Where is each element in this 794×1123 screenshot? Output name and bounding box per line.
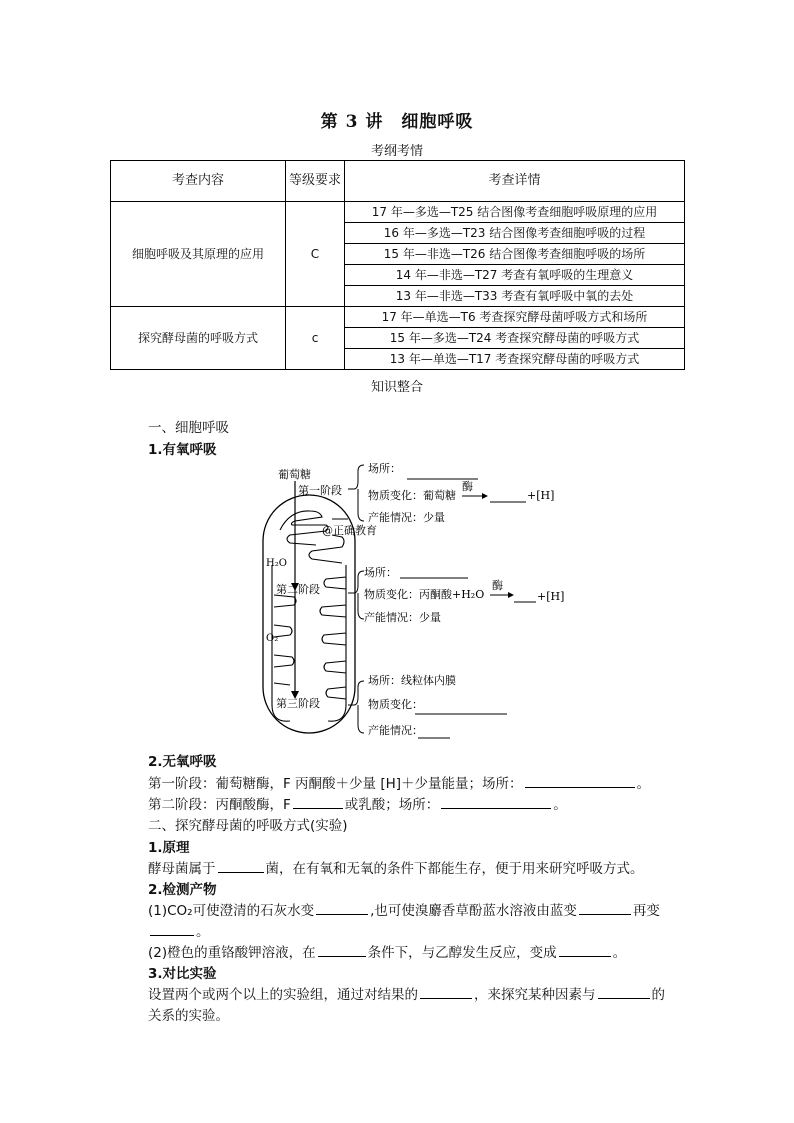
table-row: 16 年—多选—T23 结合图像考查细胞呼吸的过程 bbox=[345, 223, 685, 244]
sub-detect: 2.检测产物 bbox=[148, 882, 217, 898]
arrow-head bbox=[482, 493, 488, 499]
mitochondria-diagram bbox=[250, 455, 580, 755]
blank bbox=[420, 997, 472, 999]
s1-place: 场所： bbox=[368, 462, 401, 475]
detect-line-1: (1)CO₂可使澄清的石灰水变 ,也可使溴麝香草酚蓝水溶液由蓝变 再变 bbox=[148, 903, 660, 919]
inner-membrane-right bbox=[320, 565, 346, 721]
s1-enzyme: 酶 bbox=[462, 480, 473, 493]
detect-line-1b: 。 bbox=[148, 920, 210, 940]
compare-line-2: 关系的实验。 bbox=[148, 1008, 229, 1024]
table-row: 17 年—多选—T25 结合图像考查细胞呼吸原理的应用 bbox=[345, 202, 685, 223]
s1-change: 物质变化：葡萄糖 bbox=[368, 489, 456, 502]
s1-h: +[H] bbox=[527, 489, 555, 502]
s2-enzyme: 酶 bbox=[492, 579, 503, 592]
heading-yeast: 二、探究酵母菌的呼吸方式(实验) bbox=[148, 818, 348, 834]
sub-compare: 3.对比实验 bbox=[148, 966, 217, 982]
s3-change: 物质变化： bbox=[368, 698, 423, 711]
blank bbox=[318, 955, 366, 957]
blank bbox=[150, 934, 194, 936]
stage1-bracket bbox=[348, 465, 364, 521]
blank bbox=[293, 807, 343, 809]
sub-anaerobic: 2.无氧呼吸 bbox=[148, 754, 217, 770]
table-row: 15 年—非选—T26 结合图像考查细胞呼吸的场所 bbox=[345, 244, 685, 265]
sub-aerobic: 1.有氧呼吸 bbox=[148, 442, 217, 458]
table-row: 14 年—非选—T27 考查有氧呼吸的生理意义 bbox=[345, 265, 685, 286]
section-zhishi: 知识整合 bbox=[370, 380, 423, 395]
heading-cell-respiration: 一、细胞呼吸 bbox=[148, 420, 229, 436]
sub-principle: 1.原理 bbox=[148, 840, 190, 856]
watermark: @正确教育 bbox=[322, 524, 377, 537]
group2-content: 探究酵母菌的呼吸方式 bbox=[111, 307, 286, 370]
blank bbox=[598, 997, 650, 999]
table-row: 13 年—非选—T33 考查有氧呼吸中氧的去处 bbox=[345, 286, 685, 307]
section-kaogang: 考纲考情 bbox=[370, 144, 423, 159]
arrow-head bbox=[508, 592, 514, 598]
blank bbox=[316, 913, 368, 915]
table-row: 15 年—多选—T24 考查探究酵母菌的呼吸方式 bbox=[345, 328, 685, 349]
anaerobic-stage2: 第二阶段：丙酮酸酶，F 或乳酸；场所： 。 bbox=[148, 797, 567, 813]
compare-line: 设置两个或两个以上的实验组，通过对结果的 ，来探究某种因素与 的 bbox=[148, 987, 665, 1003]
blank bbox=[525, 786, 635, 788]
s2-energy: 产能情况：少量 bbox=[364, 611, 441, 624]
blank bbox=[579, 913, 631, 915]
stage3-label: 第三阶段 bbox=[276, 697, 320, 710]
detect-line-2: (2)橙色的重铬酸钾溶液，在 条件下，与乙醇发生反应，变成 。 bbox=[148, 945, 627, 961]
exam-table bbox=[110, 160, 685, 370]
blank bbox=[441, 807, 551, 809]
blank bbox=[218, 871, 264, 873]
h2o-label: H₂O bbox=[266, 558, 287, 569]
glucose-label: 葡萄糖 bbox=[278, 468, 311, 481]
group1-content: 细胞呼吸及其原理的应用 bbox=[111, 202, 286, 307]
table-row: 13 年—单选—T17 考查探究酵母菌的呼吸方式 bbox=[345, 349, 685, 370]
group1-level: C bbox=[286, 202, 345, 307]
principle-line: 酵母菌属于 菌，在有氧和无氧的条件下都能生存，便于用来研究呼吸方式。 bbox=[148, 861, 644, 877]
anaerobic-stage1: 第一阶段：葡萄糖酶，F 丙酮酸＋少量 [H]＋少量能量；场所： 。 bbox=[148, 776, 651, 792]
page-title: 第 3 讲 细胞呼吸 bbox=[320, 112, 474, 132]
header-content: 考查内容 bbox=[111, 161, 286, 202]
stage2-label: 第二阶段 bbox=[276, 583, 320, 596]
blank bbox=[559, 955, 611, 957]
s1-energy: 产能情况：少量 bbox=[368, 511, 445, 524]
s2-place: 场所： bbox=[364, 566, 397, 579]
stage2-bracket bbox=[348, 571, 364, 619]
header-level: 等级要求 bbox=[286, 161, 345, 202]
s3-energy: 产能情况： bbox=[368, 724, 423, 737]
s2-change: 物质变化：丙酮酸+H₂O bbox=[364, 588, 485, 601]
group2-level: c bbox=[286, 307, 345, 370]
stage1-label: 第一阶段 bbox=[298, 484, 342, 497]
s3-place: 场所：线粒体内膜 bbox=[368, 674, 456, 687]
o2-label: O₂ bbox=[266, 633, 279, 644]
s2-h: +[H] bbox=[537, 590, 565, 603]
table-row: 17 年—单选—T6 考查探究酵母菌呼吸方式和场所 bbox=[345, 307, 685, 328]
header-detail: 考查详情 bbox=[345, 161, 685, 202]
